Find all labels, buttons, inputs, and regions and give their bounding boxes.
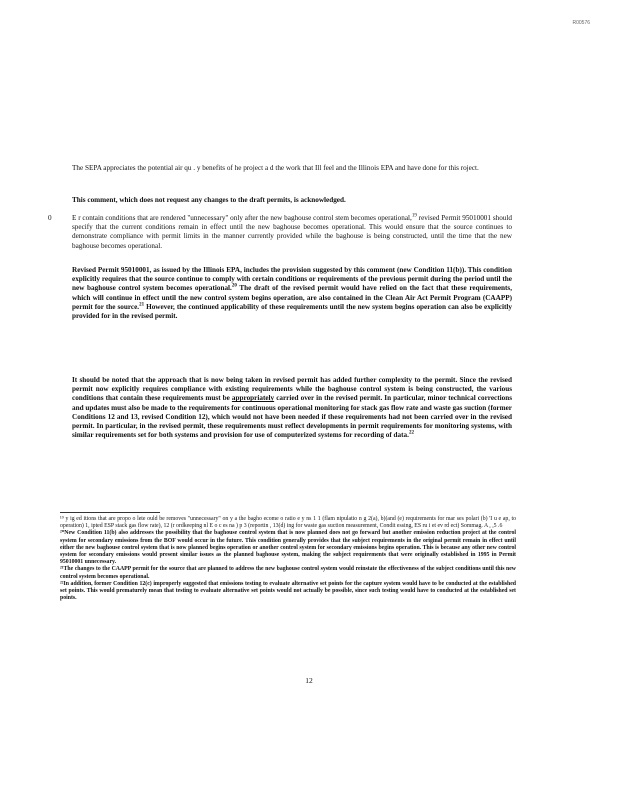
comment-marker: 0 [48, 214, 52, 222]
footnote-19: ¹⁹ y ig ed itions that are propo o lete ould be removes "unnecessary" on y a the bagho ecome o ratio e y ns 1 1 (flam nipulatio n g 2(a), b)(and (e) requirements for mar ses polari (b) 'I u e ap, to operation) 1, ipted ESP stack gas flow rate), 12 (r ordkeeping nl E o c es na ) p 3 (reportin , 13(d) ing for waste gas suction measurement, Condit essing, ES ru i et ev rd ect) Sommag. A , ,5 .6 [60, 516, 516, 530]
footnote-20: ²⁰New Condition 11(b) also addresses the possibility that the baghouse control system that is now planned does not go forward but another emission reduction project at the control system for secondary emissions from the BOF would occur in the future. This condition generally provides that the subject requirements in the original permit remain in effect until either the new baghouse control system that is now planned begins operation or another control system for secondary emissions begins operation. This is because any other new control system for secondary emissions would present similar issues as the planned baghouse system, making the subject requirements that were originally established in 1995 in Permit 95010001 unnecessary. [60, 530, 516, 566]
footnote-21: ²¹The changes to the CAAPP permit for the source that are planned to address the new baghouse control system would reinstate the effectiveness of the subject conditions until this new control system becomes operational. [60, 566, 516, 580]
paragraph-comment-intro: The SEPA appreciates the potential air qu . y benefits of he project a d the work that Ill feel and the Illinois EPA and have done for this roject. [72, 164, 479, 172]
footnotes-section [60, 516, 516, 602]
footnote-ref-20: 20 [231, 284, 237, 290]
underlined-word: appropriately [231, 394, 275, 403]
complexity-text-part1: It should be noted that the approach that is now being taken in revised permit has added further complexity to the permit. Since the revised permit now explicitly requires compliance with existing requirements while the baghouse control system is being constructed, the various conditions that contain these requirements must be [72, 376, 512, 403]
footnote-separator [60, 512, 160, 513]
paragraph-response-complexity [72, 376, 512, 440]
footnote-ref-19: 19 [411, 213, 417, 219]
bates-stamp: R00576 [572, 20, 590, 26]
comment-text-part1: E r contain conditions that are rendered "unnecessary" only after the new baghouse control stem becomes operational, [72, 214, 412, 222]
footnote-ref-21: 21 [139, 302, 145, 308]
paragraph-comment-conditions [72, 214, 512, 251]
comment-text-part2: revised Permit 95010001 should specify that the current conditions remain in effect until the new baghouse becomes operational. This would ensure that the source continues to demonstrate compliance with permit limits in the manner currently provided while the baghouse is being constructed, until the time that the new baghouse becomes operational. [72, 214, 512, 250]
response-text-part3: However, the continued applicability of these requirements until the new system begins operation can also be explicitly provided for in the revised permit. [72, 302, 512, 321]
complexity-text-part2: carried over in the revised permit. In particular, minor technical corrections and updates must also be made to the requirements for continuous operational monitoring for stack gas flow rate and waste gas suction (former Conditions 12 and 13, revised Condition 12), which would not have been needed if these requirements had not been carried over in the revised permit. In particular, in the revised permit, these requirements must reflect developments in permit requirements for monitoring systems, with similar requirements set for both systems and provision for use of computerized systems for recording of data. [72, 394, 512, 440]
response-text-part2: The draft of the revised permit would have relied on the fact that these requirements, which will continue in effect until the new control system begins operation, are also contained in the Clean Air Act Permit Program (CAAPP) permit for the source. [72, 284, 512, 311]
paragraph-response-acknowledged: This comment, which does not request any changes to the draft permits, is acknowledged. [72, 196, 346, 204]
paragraph-response-revised-permit [72, 266, 512, 321]
response-text-part1: Revised Permit 95010001, as issued by the Illinois EPA, includes the provision suggested by this comment (new Condition 11(b)). This condition explicitly requires that the source continue to comply with certain conditions or requirements of the previous permit during the period until the new baghouse control system becomes operational. [72, 266, 512, 293]
footnote-ref-22: 22 [408, 430, 414, 436]
page-number: 12 [305, 676, 313, 685]
footnote-22: ²²In addition, former Condition 12(c) improperly suggested that emissions testing to evaluate alternative set points for the capture system would have to be conducted at the established set points. This would prematurely mean that testing to evaluate alternative set points would not actually be possible, since such testing would have to conducted at the established set points. [60, 580, 516, 602]
